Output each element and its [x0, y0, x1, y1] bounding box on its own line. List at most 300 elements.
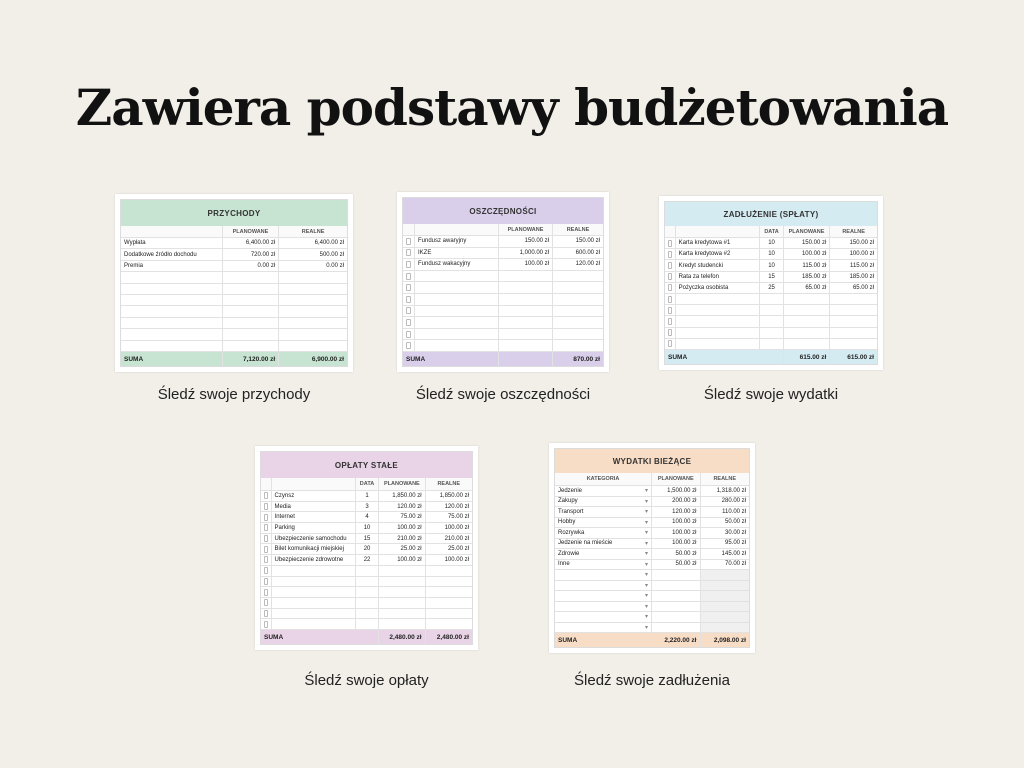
table-row	[665, 316, 877, 327]
checkbox-cell[interactable]	[261, 619, 272, 629]
checkbox-cell[interactable]	[403, 248, 415, 259]
row-value	[784, 305, 831, 315]
table-row	[665, 339, 877, 350]
row-value	[553, 294, 603, 305]
sum-label: SUMA	[121, 352, 223, 366]
row-value: 1,500.00 zł	[652, 486, 701, 496]
przychody-col-header	[121, 226, 223, 237]
row-label	[121, 306, 223, 316]
checkbox[interactable]	[406, 296, 411, 303]
row-value	[830, 339, 877, 349]
row-value	[830, 328, 877, 338]
row-value	[784, 294, 831, 304]
row-label	[415, 306, 499, 317]
row-label: Fundusz wakacyjny	[415, 259, 499, 270]
row-value: 100.00 zł	[444, 556, 469, 563]
row-value	[760, 294, 783, 304]
oplaty-sheet-title: OPŁATY STAŁE	[261, 452, 472, 478]
row-value	[379, 587, 425, 597]
checkbox[interactable]	[264, 492, 268, 499]
row-value	[223, 272, 280, 282]
oszczednosci-sheet	[402, 197, 604, 367]
checkbox[interactable]	[406, 249, 411, 256]
oplaty-header-row	[261, 478, 472, 491]
row-value: 10	[760, 249, 783, 259]
checkbox[interactable]	[406, 261, 411, 268]
row-value	[760, 339, 783, 349]
checkbox-cell[interactable]	[403, 236, 415, 247]
checkbox[interactable]	[264, 514, 268, 521]
checkbox[interactable]	[264, 556, 268, 563]
row-value	[426, 566, 472, 576]
oszczednosci-col-header: REALNE	[566, 226, 590, 233]
oszczednosci-rows	[403, 236, 603, 352]
table-row	[121, 284, 347, 295]
checkbox[interactable]	[668, 340, 672, 347]
category-dropdown[interactable]	[555, 528, 652, 538]
category-label: Transport	[558, 508, 584, 515]
checkbox-cell[interactable]	[261, 609, 272, 619]
row-value: 120.00 zł	[444, 503, 469, 510]
row-value: 210.00 zł	[379, 534, 425, 544]
checkbox[interactable]	[264, 578, 268, 585]
row-label	[121, 329, 223, 339]
row-label: Fundusz awaryjny	[415, 236, 499, 247]
row-value	[701, 623, 750, 633]
wydatki-caption: Śledź swoje wydatki	[703, 386, 839, 403]
row-label	[676, 328, 761, 338]
table-row	[403, 294, 603, 306]
table-row	[121, 295, 347, 306]
checkbox-cell[interactable]	[261, 598, 272, 608]
row-value: 22	[356, 555, 379, 565]
category-dropdown[interactable]	[555, 591, 652, 601]
row-value: 65.00 zł	[852, 284, 874, 291]
row-label	[121, 284, 223, 294]
wydatki-sheet-title: WYDATKI BIEŻĄCE	[555, 449, 749, 473]
checkbox-cell[interactable]	[403, 271, 415, 282]
checkbox[interactable]	[264, 567, 268, 574]
table-row	[555, 518, 749, 529]
checkbox-cell[interactable]	[261, 555, 272, 565]
checkbox[interactable]	[668, 273, 672, 280]
row-label: Wypłata	[121, 238, 223, 248]
row-value	[553, 282, 603, 293]
category-dropdown[interactable]	[555, 486, 652, 496]
row-value: 720.00 zł	[223, 249, 280, 259]
category-label: Hobby	[558, 519, 576, 526]
row-value	[379, 609, 425, 619]
category-dropdown[interactable]	[555, 560, 652, 570]
checkbox-cell[interactable]	[261, 502, 272, 512]
table-row	[555, 528, 749, 539]
table-row	[403, 306, 603, 318]
row-value	[784, 339, 831, 349]
table-row	[665, 328, 877, 339]
przychody-header-row	[121, 226, 347, 238]
row-value: 65.00 zł	[784, 283, 831, 293]
category-dropdown[interactable]	[555, 497, 652, 507]
row-value: 4	[356, 512, 379, 522]
table-row	[261, 566, 472, 577]
row-value: 1,850.00 zł	[439, 492, 469, 499]
checkbox[interactable]	[668, 251, 672, 258]
row-value	[553, 340, 603, 351]
row-value	[784, 316, 831, 326]
row-value: 50.00 zł	[724, 519, 746, 526]
table-row	[403, 236, 603, 248]
checkbox[interactable]	[264, 503, 268, 510]
table-row	[261, 619, 472, 630]
row-value	[652, 591, 701, 601]
row-value	[223, 306, 280, 316]
checkbox[interactable]	[264, 535, 268, 542]
chevron-down-icon: ▾	[644, 593, 648, 600]
przychody-caption: Śledź swoje przychody	[157, 386, 311, 403]
row-label	[272, 598, 356, 608]
row-value: 120.00 zł	[379, 502, 425, 512]
row-label	[272, 577, 356, 587]
row-value	[356, 577, 379, 587]
table-row	[555, 581, 749, 592]
zadluzenie-col-header: PLANOWANE	[784, 226, 831, 237]
checkbox-cell[interactable]	[403, 317, 415, 328]
checkbox[interactable]	[406, 319, 411, 326]
row-value: 185.00 zł	[784, 272, 831, 282]
chevron-down-icon: ▾	[644, 498, 648, 505]
checkbox-cell[interactable]	[665, 339, 676, 349]
zadluzenie-col-header	[676, 226, 761, 237]
table-row	[555, 497, 749, 508]
row-value: 6,400.00 zł	[314, 240, 344, 247]
table-row	[555, 549, 749, 560]
row-value	[499, 271, 553, 282]
row-value	[652, 581, 701, 591]
table-row	[261, 534, 472, 545]
row-value: 145.00 zł	[721, 550, 746, 557]
checkbox[interactable]	[406, 342, 411, 349]
row-value	[553, 317, 603, 328]
chevron-down-icon: ▾	[644, 561, 648, 568]
table-row	[665, 294, 877, 305]
checkbox-cell[interactable]	[403, 306, 415, 317]
checkbox[interactable]	[264, 610, 268, 617]
wydatki-card	[549, 443, 755, 653]
row-label	[676, 305, 761, 315]
zadluzenie-rows	[665, 238, 877, 350]
checkbox-cell[interactable]	[261, 512, 272, 522]
row-value	[499, 282, 553, 293]
table-row	[121, 306, 347, 317]
oszczednosci-sum-row	[403, 352, 603, 366]
table-row	[665, 272, 877, 283]
row-value: 25	[760, 283, 783, 293]
row-value: 10	[760, 260, 783, 270]
row-value: 100.00 zł	[652, 518, 701, 528]
category-label: Zakupy	[558, 498, 578, 505]
row-value: 95.00 zł	[724, 540, 746, 547]
checkbox-cell[interactable]	[261, 577, 272, 587]
category-dropdown[interactable]	[555, 549, 652, 559]
checkbox[interactable]	[668, 318, 672, 325]
table-row	[665, 283, 877, 294]
row-label: IKZE	[415, 248, 499, 259]
row-value: 0.00 zł	[223, 261, 280, 271]
checkbox-cell[interactable]	[403, 259, 415, 270]
category-dropdown[interactable]	[555, 612, 652, 622]
checkbox[interactable]	[406, 307, 411, 314]
przychody-sum-row	[121, 352, 347, 366]
table-row	[555, 560, 749, 571]
sum-planned: 2,480.00 zł	[379, 630, 425, 644]
table-row	[261, 587, 472, 598]
row-label: Dodatkowe źródło dochodu	[121, 249, 223, 259]
wydatki-col-header: KATEGORIA	[555, 473, 652, 485]
row-value	[356, 598, 379, 608]
oszczednosci-caption: Śledź swoje oszczędności	[415, 386, 591, 403]
zadluzenie-col-header: DATA	[760, 226, 783, 237]
table-row	[261, 523, 472, 534]
row-value	[279, 329, 347, 339]
row-label: Rata za telefon	[676, 272, 761, 282]
table-row	[555, 570, 749, 581]
przychody-rows	[121, 238, 347, 352]
checkbox[interactable]	[668, 262, 672, 269]
chevron-down-icon: ▾	[644, 488, 648, 495]
category-dropdown[interactable]	[555, 602, 652, 612]
table-row	[403, 340, 603, 352]
row-value	[356, 619, 379, 629]
category-dropdown[interactable]	[555, 570, 652, 580]
table-row	[403, 317, 603, 329]
row-value	[652, 612, 701, 622]
zadluzenie-sheet-title: ZADŁUŻENIE (SPŁATY)	[665, 202, 877, 226]
checkbox-cell[interactable]	[665, 249, 676, 259]
row-value: 200.00 zł	[652, 497, 701, 507]
oplaty-col-header: PLANOWANE	[379, 478, 425, 490]
row-value	[499, 340, 553, 351]
sum-planned: 615.00 zł	[784, 350, 831, 364]
category-label: Rozrywka	[558, 529, 585, 536]
row-value	[356, 566, 379, 576]
oszczednosci-sheet-title: OSZCZĘDNOŚCI	[403, 198, 603, 224]
chevron-down-icon: ▾	[644, 519, 648, 526]
table-row	[403, 282, 603, 294]
row-value: 15	[760, 272, 783, 282]
row-value	[426, 619, 472, 629]
checkbox-cell[interactable]	[665, 316, 676, 326]
sum-real: 615.00 zł	[847, 353, 874, 361]
oplaty-col-header	[272, 478, 356, 490]
checkbox-cell[interactable]	[261, 491, 272, 501]
checkbox-cell[interactable]	[403, 282, 415, 293]
chevron-down-icon: ▾	[644, 509, 648, 516]
oplaty-col-header: REALNE	[437, 481, 461, 487]
checkbox[interactable]	[406, 284, 411, 291]
table-row	[555, 612, 749, 623]
row-label: Bilet komunikacji miejskiej	[272, 544, 356, 554]
checkbox-cell[interactable]	[665, 328, 676, 338]
table-row	[665, 249, 877, 260]
zadluzenie-sum-row	[665, 350, 877, 364]
row-value	[223, 341, 280, 351]
table-row	[121, 272, 347, 283]
row-value: 10	[356, 523, 379, 533]
checkbox[interactable]	[406, 273, 411, 280]
row-value	[279, 306, 347, 316]
wydatki-col-header: PLANOWANE	[652, 473, 701, 485]
row-label: Premia	[121, 261, 223, 271]
chevron-down-icon: ▾	[644, 572, 648, 579]
checkbox-cell[interactable]	[261, 544, 272, 554]
row-value: 150.00 zł	[499, 236, 553, 247]
table-row	[261, 555, 472, 566]
checkbox[interactable]	[264, 589, 268, 596]
checkbox[interactable]	[668, 296, 672, 303]
sum-real: 6,900.00 zł	[311, 355, 344, 363]
row-label: Pożyczka osobista	[676, 283, 761, 293]
chevron-down-icon: ▾	[644, 603, 648, 610]
row-label	[415, 282, 499, 293]
oplaty-col-header	[261, 478, 272, 490]
checkbox-cell[interactable]	[403, 294, 415, 305]
table-row	[261, 512, 472, 523]
table-row	[403, 259, 603, 271]
row-label: Internet	[272, 512, 356, 522]
przychody-col-header: REALNE	[301, 228, 325, 235]
row-value: 150.00 zł	[784, 238, 831, 248]
row-value	[426, 587, 472, 597]
row-value: 100.00 zł	[444, 524, 469, 531]
checkbox-cell[interactable]	[665, 283, 676, 293]
row-value: 120.00 zł	[652, 507, 701, 517]
category-label: Jedzenie	[558, 487, 583, 494]
checkbox[interactable]	[264, 524, 268, 531]
zadluzenie-col-header: REALNE	[842, 228, 865, 235]
wydatki-col-header: REALNE	[713, 476, 737, 482]
row-value: 1,318.00 zł	[716, 487, 746, 494]
page-title: Zawiera podstawy budżetowania	[75, 78, 949, 137]
chevron-down-icon: ▾	[644, 551, 648, 558]
row-value	[499, 294, 553, 305]
sum-real: 870.00 zł	[573, 355, 600, 363]
row-value	[760, 316, 783, 326]
checkbox[interactable]	[406, 238, 411, 245]
table-row	[121, 249, 347, 260]
row-value: 500.00 zł	[319, 251, 344, 258]
row-label	[121, 272, 223, 282]
row-value: 25.00 zł	[379, 544, 425, 554]
wydatki-rows	[555, 486, 749, 633]
row-value	[356, 609, 379, 619]
table-row	[555, 591, 749, 602]
checkbox-cell[interactable]	[665, 260, 676, 270]
row-value: 30.00 zł	[724, 529, 746, 536]
row-label	[415, 271, 499, 282]
checkbox[interactable]	[406, 331, 411, 338]
category-dropdown[interactable]	[555, 518, 652, 528]
checkbox[interactable]	[264, 546, 268, 553]
category-dropdown[interactable]	[555, 507, 652, 517]
checkbox-cell[interactable]	[403, 329, 415, 340]
checkbox-cell[interactable]	[261, 587, 272, 597]
row-value	[701, 570, 750, 580]
table-row	[403, 271, 603, 283]
sum-label: SUMA	[261, 630, 379, 644]
row-value	[830, 305, 877, 315]
row-value: 20	[356, 544, 379, 554]
row-value	[701, 591, 750, 601]
zadluzenia-caption: Śledź swoje zadłużenia	[574, 672, 730, 689]
table-row	[121, 341, 347, 352]
table-row	[121, 261, 347, 272]
zadluzenie-header-row	[665, 226, 877, 238]
row-value	[279, 295, 347, 305]
row-value: 115.00 zł	[850, 262, 874, 269]
category-label: Zdrowie	[558, 550, 580, 557]
checkbox[interactable]	[264, 621, 268, 628]
zadluzenie-col-header	[665, 226, 676, 237]
category-dropdown[interactable]	[555, 623, 652, 633]
checkbox-cell[interactable]	[665, 272, 676, 282]
chevron-down-icon: ▾	[644, 624, 648, 631]
zadluzenie-sheet	[664, 201, 878, 365]
row-value	[830, 294, 877, 304]
checkbox[interactable]	[264, 599, 268, 606]
checkbox[interactable]	[668, 240, 672, 247]
checkbox[interactable]	[668, 307, 672, 314]
row-value: 50.00 zł	[652, 549, 701, 559]
row-label	[415, 340, 499, 351]
checkbox[interactable]	[668, 329, 672, 336]
row-value	[279, 284, 347, 294]
row-value: 600.00 zł	[575, 249, 600, 256]
row-value	[760, 305, 783, 315]
row-value: 25.00 zł	[447, 546, 469, 553]
row-value	[279, 272, 347, 282]
zadluzenie-card	[659, 196, 883, 370]
checkbox-cell[interactable]	[261, 566, 272, 576]
table-row	[121, 238, 347, 249]
table-row	[555, 486, 749, 497]
checkbox-cell[interactable]	[403, 340, 415, 351]
row-value	[379, 619, 425, 629]
row-label	[676, 294, 761, 304]
row-value	[499, 329, 553, 340]
row-value: 100.00 zł	[379, 523, 425, 533]
wydatki-sheet	[554, 448, 750, 648]
wydatki-header-row	[555, 473, 749, 486]
checkbox-cell[interactable]	[665, 294, 676, 304]
category-dropdown[interactable]	[555, 581, 652, 591]
chevron-down-icon: ▾	[644, 582, 648, 589]
category-dropdown[interactable]	[555, 539, 652, 549]
checkbox-cell[interactable]	[665, 238, 676, 248]
row-label: Kredyt studencki	[676, 260, 761, 270]
row-label	[272, 587, 356, 597]
oszczednosci-col-header	[415, 224, 499, 235]
row-value: 15	[356, 534, 379, 544]
checkbox[interactable]	[668, 284, 672, 291]
checkbox-cell[interactable]	[261, 523, 272, 533]
row-label	[415, 329, 499, 340]
oszczednosci-card	[397, 192, 609, 372]
row-label: Ubezpieczenie samochodu	[272, 534, 356, 544]
checkbox-cell[interactable]	[665, 305, 676, 315]
row-value: 50.00 zł	[652, 560, 701, 570]
checkbox-cell[interactable]	[261, 534, 272, 544]
row-value	[784, 328, 831, 338]
